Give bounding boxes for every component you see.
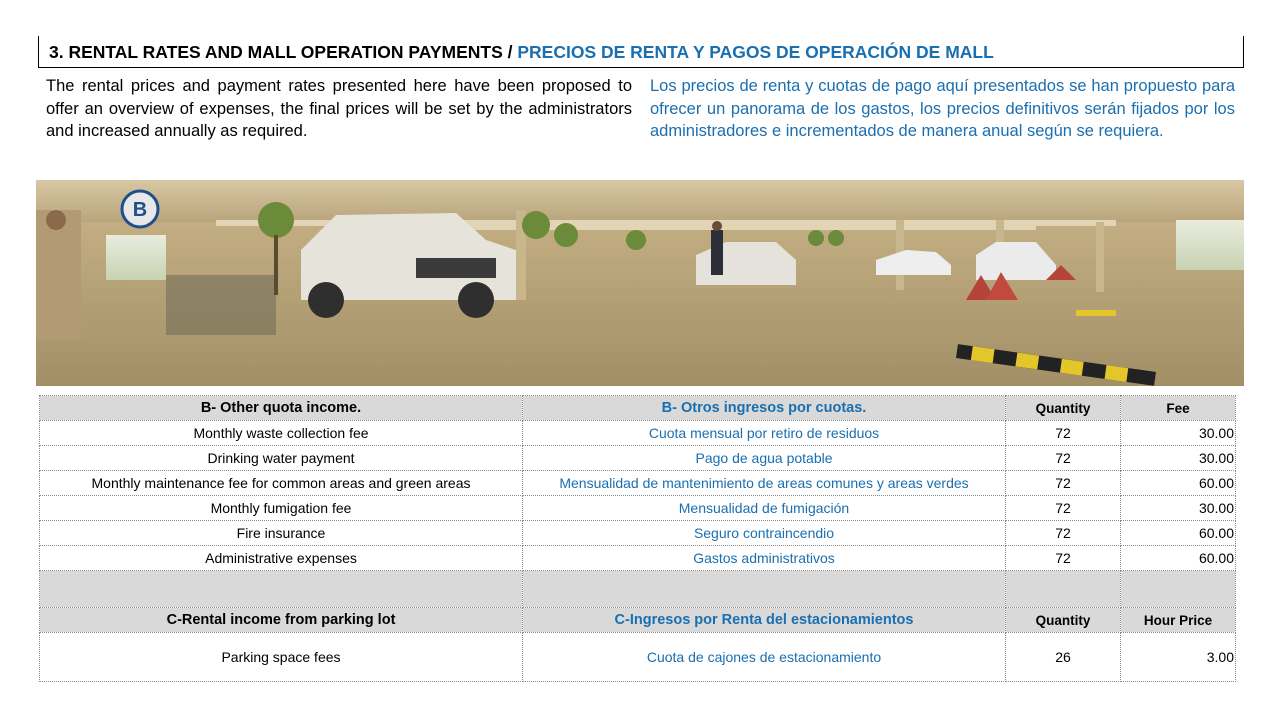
row-quantity: 72 xyxy=(1006,521,1121,546)
section-b-header-row xyxy=(40,396,1236,421)
section-c-header-es: C-Ingresos por Renta del estacionamientos xyxy=(523,608,1006,633)
row-fee: 60.00 xyxy=(1121,546,1236,571)
quantity-column-header: Quantity xyxy=(1006,396,1121,421)
row-fee: 30.00 xyxy=(1121,496,1236,521)
row-label-es: Pago de agua potable xyxy=(523,446,1006,471)
section-title xyxy=(49,42,994,63)
row-quantity: 72 xyxy=(1006,471,1121,496)
intro-spanish: Los precios de renta y cuotas de pago aquí presentados se han propuesto para ofrecer un panorama de los gastos, los precios definitivos serán fijados por los administradores e incrementados de manera anual según se requiera. xyxy=(650,77,1235,140)
table-row xyxy=(40,496,1236,521)
table-row xyxy=(40,446,1236,471)
row-fee: 30.00 xyxy=(1121,421,1236,446)
row-label-en: Parking space fees xyxy=(40,633,523,682)
row-fee: 60.00 xyxy=(1121,471,1236,496)
row-label-en: Administrative expenses xyxy=(40,546,523,571)
rates-table xyxy=(39,395,1236,682)
row-label-es: Seguro contraincendio xyxy=(523,521,1006,546)
section-title-box xyxy=(38,36,1244,68)
section-b-header-en: B- Other quota income. xyxy=(40,396,523,421)
table-row xyxy=(40,471,1236,496)
section-c-header-en: C-Rental income from parking lot xyxy=(40,608,523,633)
row-label-en: Monthly maintenance fee for common areas and green areas xyxy=(40,471,523,496)
title-separator: / xyxy=(502,42,518,62)
section-c-header-row xyxy=(40,608,1236,633)
title-spanish: PRECIOS DE RENTA Y PAGOS DE OPERACIÓN DE MALL xyxy=(517,42,994,62)
row-fee: 30.00 xyxy=(1121,446,1236,471)
row-quantity: 26 xyxy=(1006,633,1121,682)
row-label-en: Drinking water payment xyxy=(40,446,523,471)
row-quantity: 72 xyxy=(1006,546,1121,571)
row-quantity: 72 xyxy=(1006,421,1121,446)
parking-rendering-image xyxy=(36,180,1244,386)
section-b-header-es: B- Otros ingresos por cuotas. xyxy=(523,396,1006,421)
hour-price-column-header: Hour Price xyxy=(1121,608,1236,633)
row-label-en: Fire insurance xyxy=(40,521,523,546)
row-label-es: Cuota mensual por retiro de residuos xyxy=(523,421,1006,446)
table-row xyxy=(40,633,1236,682)
title-english: 3. RENTAL RATES AND MALL OPERATION PAYMENTS xyxy=(49,42,503,62)
row-fee: 60.00 xyxy=(1121,521,1236,546)
row-hour-price: 3.00 xyxy=(1121,633,1236,682)
spacer-row xyxy=(40,571,1236,608)
row-label-es: Mensualidad de mantenimiento de areas comunes y areas verdes xyxy=(523,471,1006,496)
table-row xyxy=(40,521,1236,546)
fee-column-header: Fee xyxy=(1121,396,1236,421)
quantity-column-header: Quantity xyxy=(1006,608,1121,633)
table-row xyxy=(40,546,1236,571)
row-quantity: 72 xyxy=(1006,496,1121,521)
row-label-es: Cuota de cajones de estacionamiento xyxy=(523,633,1006,682)
row-label-es: Gastos administrativos xyxy=(523,546,1006,571)
row-label-es: Mensualidad de fumigación xyxy=(523,496,1006,521)
row-label-en: Monthly waste collection fee xyxy=(40,421,523,446)
row-quantity: 72 xyxy=(1006,446,1121,471)
table-row xyxy=(40,421,1236,446)
level-sign-letter: B xyxy=(132,199,148,221)
row-label-en: Monthly fumigation fee xyxy=(40,496,523,521)
intro-english: The rental prices and payment rates presented here have been proposed to offer an overview of expenses, the final prices will be set by the administrators and increased annually as required. xyxy=(46,77,632,140)
